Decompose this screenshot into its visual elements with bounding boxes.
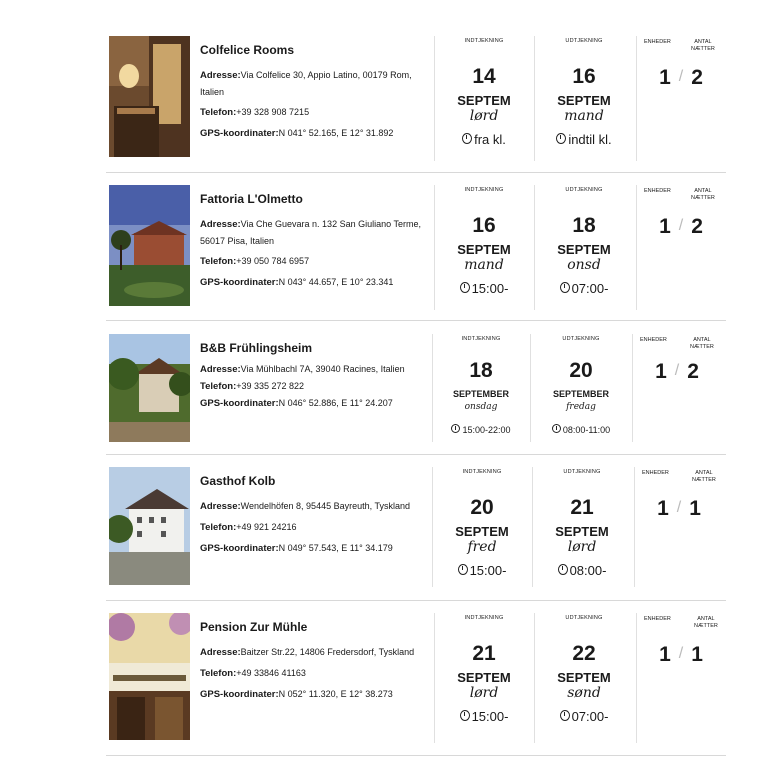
gps-line — [200, 686, 432, 703]
hotel-photo — [109, 613, 190, 740]
checkout-header: UDTJEKNING — [565, 615, 603, 621]
slash-divider: / — [674, 362, 680, 379]
checkout-weekday: sønd — [567, 685, 601, 701]
stay-row — [106, 613, 726, 743]
checkout-time-value: indtil kl. — [568, 132, 612, 147]
hotel-photo — [109, 185, 190, 306]
phone-value: +39 328 908 7215 — [236, 107, 310, 117]
column-divider — [634, 467, 635, 587]
checkout-header: UDTJEKNING — [565, 38, 603, 44]
checkin-time-value: 15:00- — [471, 709, 509, 724]
checkout-header: UDTJEKNING — [565, 187, 603, 193]
checkin-time-value: 15:00- — [469, 563, 507, 578]
units-header: ENHEDER — [644, 188, 671, 194]
column-divider — [632, 334, 633, 442]
gps-value: N 046° 52.886, E 11° 24.207 — [278, 398, 393, 408]
gps-line — [200, 125, 432, 142]
phone-label: Telefon: — [200, 256, 237, 267]
slash-divider: / — [678, 645, 684, 662]
nights-header-line1: ANTAL — [693, 337, 711, 343]
phone-value: +49 921 24216 — [236, 522, 297, 532]
stay-info — [200, 467, 432, 561]
checkin-time-value: 15:00-22:00 — [462, 425, 511, 435]
gps-line — [200, 395, 432, 412]
gps-value: N 043° 44.657, E 10° 23.341 — [278, 277, 394, 287]
checkin-block — [434, 36, 534, 148]
gps-label: GPS-koordinater: — [200, 543, 279, 554]
gps-value: N 052° 11.320, E 12° 38.273 — [278, 689, 393, 699]
address-value: Baitzer Str.22, 14806 Fredersdorf, Tyskland — [240, 647, 415, 657]
units-nights-count — [646, 66, 716, 90]
clock-icon — [560, 282, 570, 293]
checkin-month: SEPTEM — [457, 242, 511, 257]
checkin-weekday: onsdag — [464, 402, 498, 412]
address-label: Adresse: — [200, 364, 241, 375]
clock-icon — [558, 564, 568, 575]
phone-value: +39 335 272 822 — [236, 381, 305, 391]
checkin-time-value: 15:00- — [471, 281, 509, 296]
nights-header-line2: NÆTTER — [691, 195, 715, 201]
clock-icon — [556, 133, 566, 144]
checkout-weekday: mand — [564, 108, 604, 124]
slash-divider: / — [678, 217, 684, 234]
units-header: ENHEDER — [642, 470, 669, 476]
checkout-day: 22 — [572, 642, 596, 665]
stay-info — [200, 36, 432, 146]
address-label: Adresse: — [200, 70, 241, 81]
checkin-time — [434, 709, 534, 725]
stay-info — [200, 613, 432, 707]
units-nights-count — [644, 497, 714, 521]
stay-row — [106, 334, 726, 442]
checkout-time — [534, 709, 634, 725]
clock-icon — [462, 133, 472, 144]
clock-icon — [458, 564, 468, 575]
address-line — [200, 498, 432, 515]
checkout-block — [534, 613, 634, 725]
checkout-block — [532, 467, 632, 579]
phone-line — [200, 665, 432, 682]
phone-line — [200, 378, 432, 395]
nights-header — [692, 470, 716, 484]
address-value: Via Che Guevara n. 132 San Giuliano Terme, 56017 Pisa, Italien — [200, 219, 421, 246]
checkout-day: 16 — [572, 65, 596, 88]
phone-line — [200, 519, 432, 536]
nights-value: 2 — [691, 66, 703, 89]
stay-row — [106, 467, 726, 587]
checkout-block — [534, 36, 634, 148]
units-value: 1 — [659, 215, 671, 238]
address-value: Wendelhöfen 8, 95445 Bayreuth, Tyskland — [240, 501, 410, 511]
checkin-header: INDTJEKNING — [461, 336, 501, 342]
checkout-time — [534, 281, 634, 297]
checkin-weekday: lørd — [469, 108, 499, 124]
checkout-day: 21 — [570, 496, 594, 519]
checkin-month: SEPTEM — [455, 524, 509, 539]
row-separator — [106, 600, 726, 601]
stay-row — [106, 185, 726, 310]
nights-value: 2 — [687, 360, 699, 383]
nights-header-line1: ANTAL — [694, 39, 712, 45]
phone-line — [200, 253, 432, 270]
phone-label: Telefon: — [200, 522, 237, 533]
checkin-day: 18 — [469, 359, 493, 382]
hotel-photo — [109, 334, 190, 442]
gps-value: N 049° 57.543, E 11° 34.179 — [278, 543, 393, 553]
gps-line — [200, 274, 432, 291]
checkin-time-value: fra kl. — [474, 132, 506, 147]
hotel-photo — [109, 467, 190, 585]
checkout-time — [532, 563, 632, 579]
nights-value: 2 — [691, 215, 703, 238]
clock-icon — [451, 424, 460, 433]
nights-header-line1: ANTAL — [697, 616, 715, 622]
checkin-weekday: fred — [467, 539, 497, 555]
phone-value: +49 33846 41163 — [236, 668, 306, 678]
address-line — [200, 67, 432, 100]
checkin-block — [434, 185, 534, 297]
checkout-block — [534, 185, 634, 297]
checkout-month: SEPTEM — [557, 93, 611, 108]
nights-header-line2: NÆTTER — [691, 46, 715, 52]
hotel-name: Pension Zur Mühle — [200, 620, 308, 634]
row-separator — [106, 320, 726, 321]
phone-label: Telefon: — [200, 107, 237, 118]
nights-header — [691, 188, 715, 202]
address-label: Adresse: — [200, 219, 241, 230]
row-separator — [106, 172, 726, 173]
gps-line — [200, 540, 432, 557]
phone-line — [200, 104, 432, 121]
nights-header-line2: NÆTTER — [694, 623, 718, 629]
checkin-day: 16 — [472, 214, 496, 237]
nights-header-line2: NÆTTER — [690, 344, 714, 350]
checkin-header: INDTJEKNING — [462, 469, 502, 475]
checkin-time — [434, 281, 534, 297]
hotel-name: Gasthof Kolb — [200, 474, 276, 488]
nights-value: 1 — [689, 497, 701, 520]
checkin-time — [432, 422, 530, 438]
units-nights-count — [646, 643, 716, 667]
units-header: ENHEDER — [644, 616, 671, 622]
checkout-time-value: 07:00- — [571, 281, 609, 296]
stay-info — [200, 185, 432, 295]
address-value: Via Mühlbachl 7A, 39040 Racines, Italien — [240, 364, 405, 374]
hotel-name: Fattoria L'Olmetto — [200, 192, 303, 206]
units-nights-count — [642, 360, 712, 384]
units-header: ENHEDER — [640, 337, 667, 343]
address-line — [200, 216, 432, 249]
address-value: Via Colfelice 30, Appio Latino, 00179 Rom, Italien — [200, 70, 412, 97]
clock-icon — [460, 710, 470, 721]
checkout-month: SEPTEM — [557, 242, 611, 257]
column-divider — [636, 36, 637, 161]
units-nights-count — [646, 215, 716, 239]
nights-value: 1 — [691, 643, 703, 666]
checkin-month: SEPTEM — [457, 93, 511, 108]
checkout-day: 18 — [572, 214, 596, 237]
hotel-name: B&B Frühlingsheim — [200, 341, 313, 355]
address-label: Adresse: — [200, 647, 241, 658]
checkin-time — [434, 132, 534, 148]
gps-label: GPS-koordinater: — [200, 689, 279, 700]
checkout-month: SEPTEMBER — [552, 389, 609, 399]
units-value: 1 — [659, 66, 671, 89]
checkout-weekday: onsd — [567, 257, 601, 273]
units-header: ENHEDER — [644, 39, 671, 45]
address-line — [200, 361, 432, 378]
nights-header-line1: ANTAL — [694, 188, 712, 194]
checkout-time-value: 08:00- — [569, 563, 607, 578]
checkin-weekday: mand — [464, 257, 504, 273]
checkin-header: INDTJEKNING — [464, 187, 504, 193]
checkin-block — [432, 334, 530, 438]
checkout-weekday: fredag — [566, 402, 596, 412]
nights-header — [690, 337, 714, 351]
checkin-weekday: lørd — [469, 685, 499, 701]
nights-header — [691, 39, 715, 53]
clock-icon — [560, 710, 570, 721]
phone-label: Telefon: — [200, 668, 237, 679]
units-value: 1 — [659, 643, 671, 666]
nights-header-line2: NÆTTER — [692, 477, 716, 483]
gps-label: GPS-koordinater: — [200, 128, 279, 139]
checkin-header: INDTJEKNING — [464, 615, 504, 621]
checkin-header: INDTJEKNING — [464, 38, 504, 44]
gps-value: N 041° 52.165, E 12° 31.892 — [278, 128, 394, 138]
checkin-month: SEPTEMBER — [452, 389, 509, 399]
checkin-day: 14 — [472, 65, 496, 88]
checkout-time — [534, 132, 634, 148]
column-divider — [636, 613, 637, 743]
checkout-header: UDTJEKNING — [563, 469, 601, 475]
checkin-month: SEPTEM — [457, 670, 511, 685]
checkout-header: UDTJEKNING — [562, 336, 600, 342]
checkout-month: SEPTEM — [555, 524, 609, 539]
row-separator — [106, 454, 726, 455]
address-label: Adresse: — [200, 501, 241, 512]
stay-row — [106, 36, 726, 161]
phone-label: Telefon: — [200, 381, 237, 392]
checkout-time — [530, 422, 632, 438]
nights-header-line1: ANTAL — [695, 470, 713, 476]
checkout-time-value: 07:00- — [571, 709, 609, 724]
gps-label: GPS-koordinater: — [200, 277, 279, 288]
row-separator — [106, 755, 726, 756]
checkin-block — [434, 613, 534, 725]
checkout-weekday: lørd — [567, 539, 597, 555]
checkin-time — [432, 563, 532, 579]
checkout-block — [530, 334, 632, 438]
units-value: 1 — [655, 360, 667, 383]
checkin-block — [432, 467, 532, 579]
checkout-day: 20 — [569, 359, 593, 382]
checkin-day: 21 — [472, 642, 496, 665]
stay-info — [200, 334, 432, 416]
slash-divider: / — [676, 499, 682, 516]
gps-label: GPS-koordinater: — [200, 398, 279, 409]
hotel-name: Colfelice Rooms — [200, 43, 295, 57]
checkout-month: SEPTEM — [557, 670, 611, 685]
checkin-day: 20 — [470, 496, 494, 519]
checkout-time-value: 08:00-11:00 — [562, 425, 611, 435]
nights-header — [694, 616, 718, 630]
units-value: 1 — [657, 497, 669, 520]
clock-icon — [460, 282, 470, 293]
slash-divider: / — [678, 68, 684, 85]
clock-icon — [552, 424, 561, 433]
address-line — [200, 644, 432, 661]
column-divider — [636, 185, 637, 310]
hotel-photo — [109, 36, 190, 157]
phone-value: +39 050 784 6957 — [236, 256, 310, 266]
